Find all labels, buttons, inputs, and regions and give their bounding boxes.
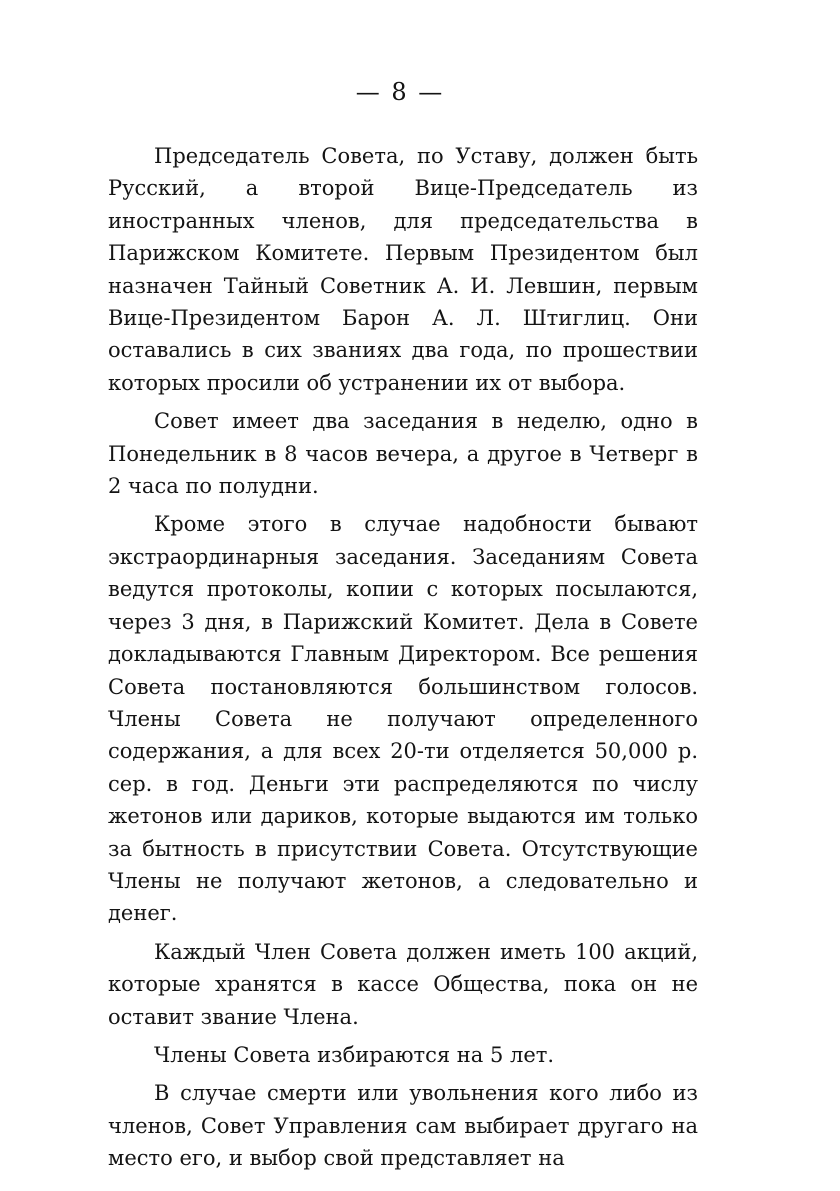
paragraph-election-term: Члены Совета избираются на 5 лет. — [154, 1042, 555, 1067]
paragraph-meetings-schedule: Совет имеет два заседания в неделю, одно в Понедельник в 8 часов вечера, а другое в Четверг в 2 часа по полудни. — [108, 409, 698, 499]
body-text — [108, 140, 698, 1181]
page-number: — 8 — — [355, 78, 445, 106]
paragraph-extraordinary-meetings: Кроме этого в случае надобности бывают экстраординарныя заседания. Заседаниям Совета ведутся протоколы, копии с которых посылаются, через 3 дня, в Парижский Комитет. Дела в Совете докладываются Главным Директором. Все решения Совета постановляются большинством голосов. Члены Совета не получают определенного содержания, а для всех 20-ти отделяется 50,000 р. сер. в год. Деньги эти распределяются по числу жетонов или дариков, которые выдаются им только за бытность в присутствии Совета. Отсутствующие Члены не получают жетонов, а следовательно и денег. — [108, 512, 698, 926]
paragraph-council-chairman: Председатель Совета, по Уставу, должен быть Русский, а второй Вице-Председатель из иностранных членов, для председательства в Парижском Комитете. Первым Президентом был назначен Тайный Советник А. И. Левшин, первым Вице-Президентом Барон А. Л. Штиглиц. Они оставались в сих званиях два года, по прошествии которых просили об устранении их от выбора. — [108, 144, 698, 395]
paragraph-member-shares: Каждый Член Совета должен иметь 100 акций, которые хранятся в кассе Общества, пока он не оставит звание Члена. — [108, 939, 698, 1029]
paragraph-member-replacement: В случае смерти или увольнения кого либо из членов, Совет Управления сам выбирает другаго на место его, и выбор свой представляет на — [108, 1081, 698, 1171]
